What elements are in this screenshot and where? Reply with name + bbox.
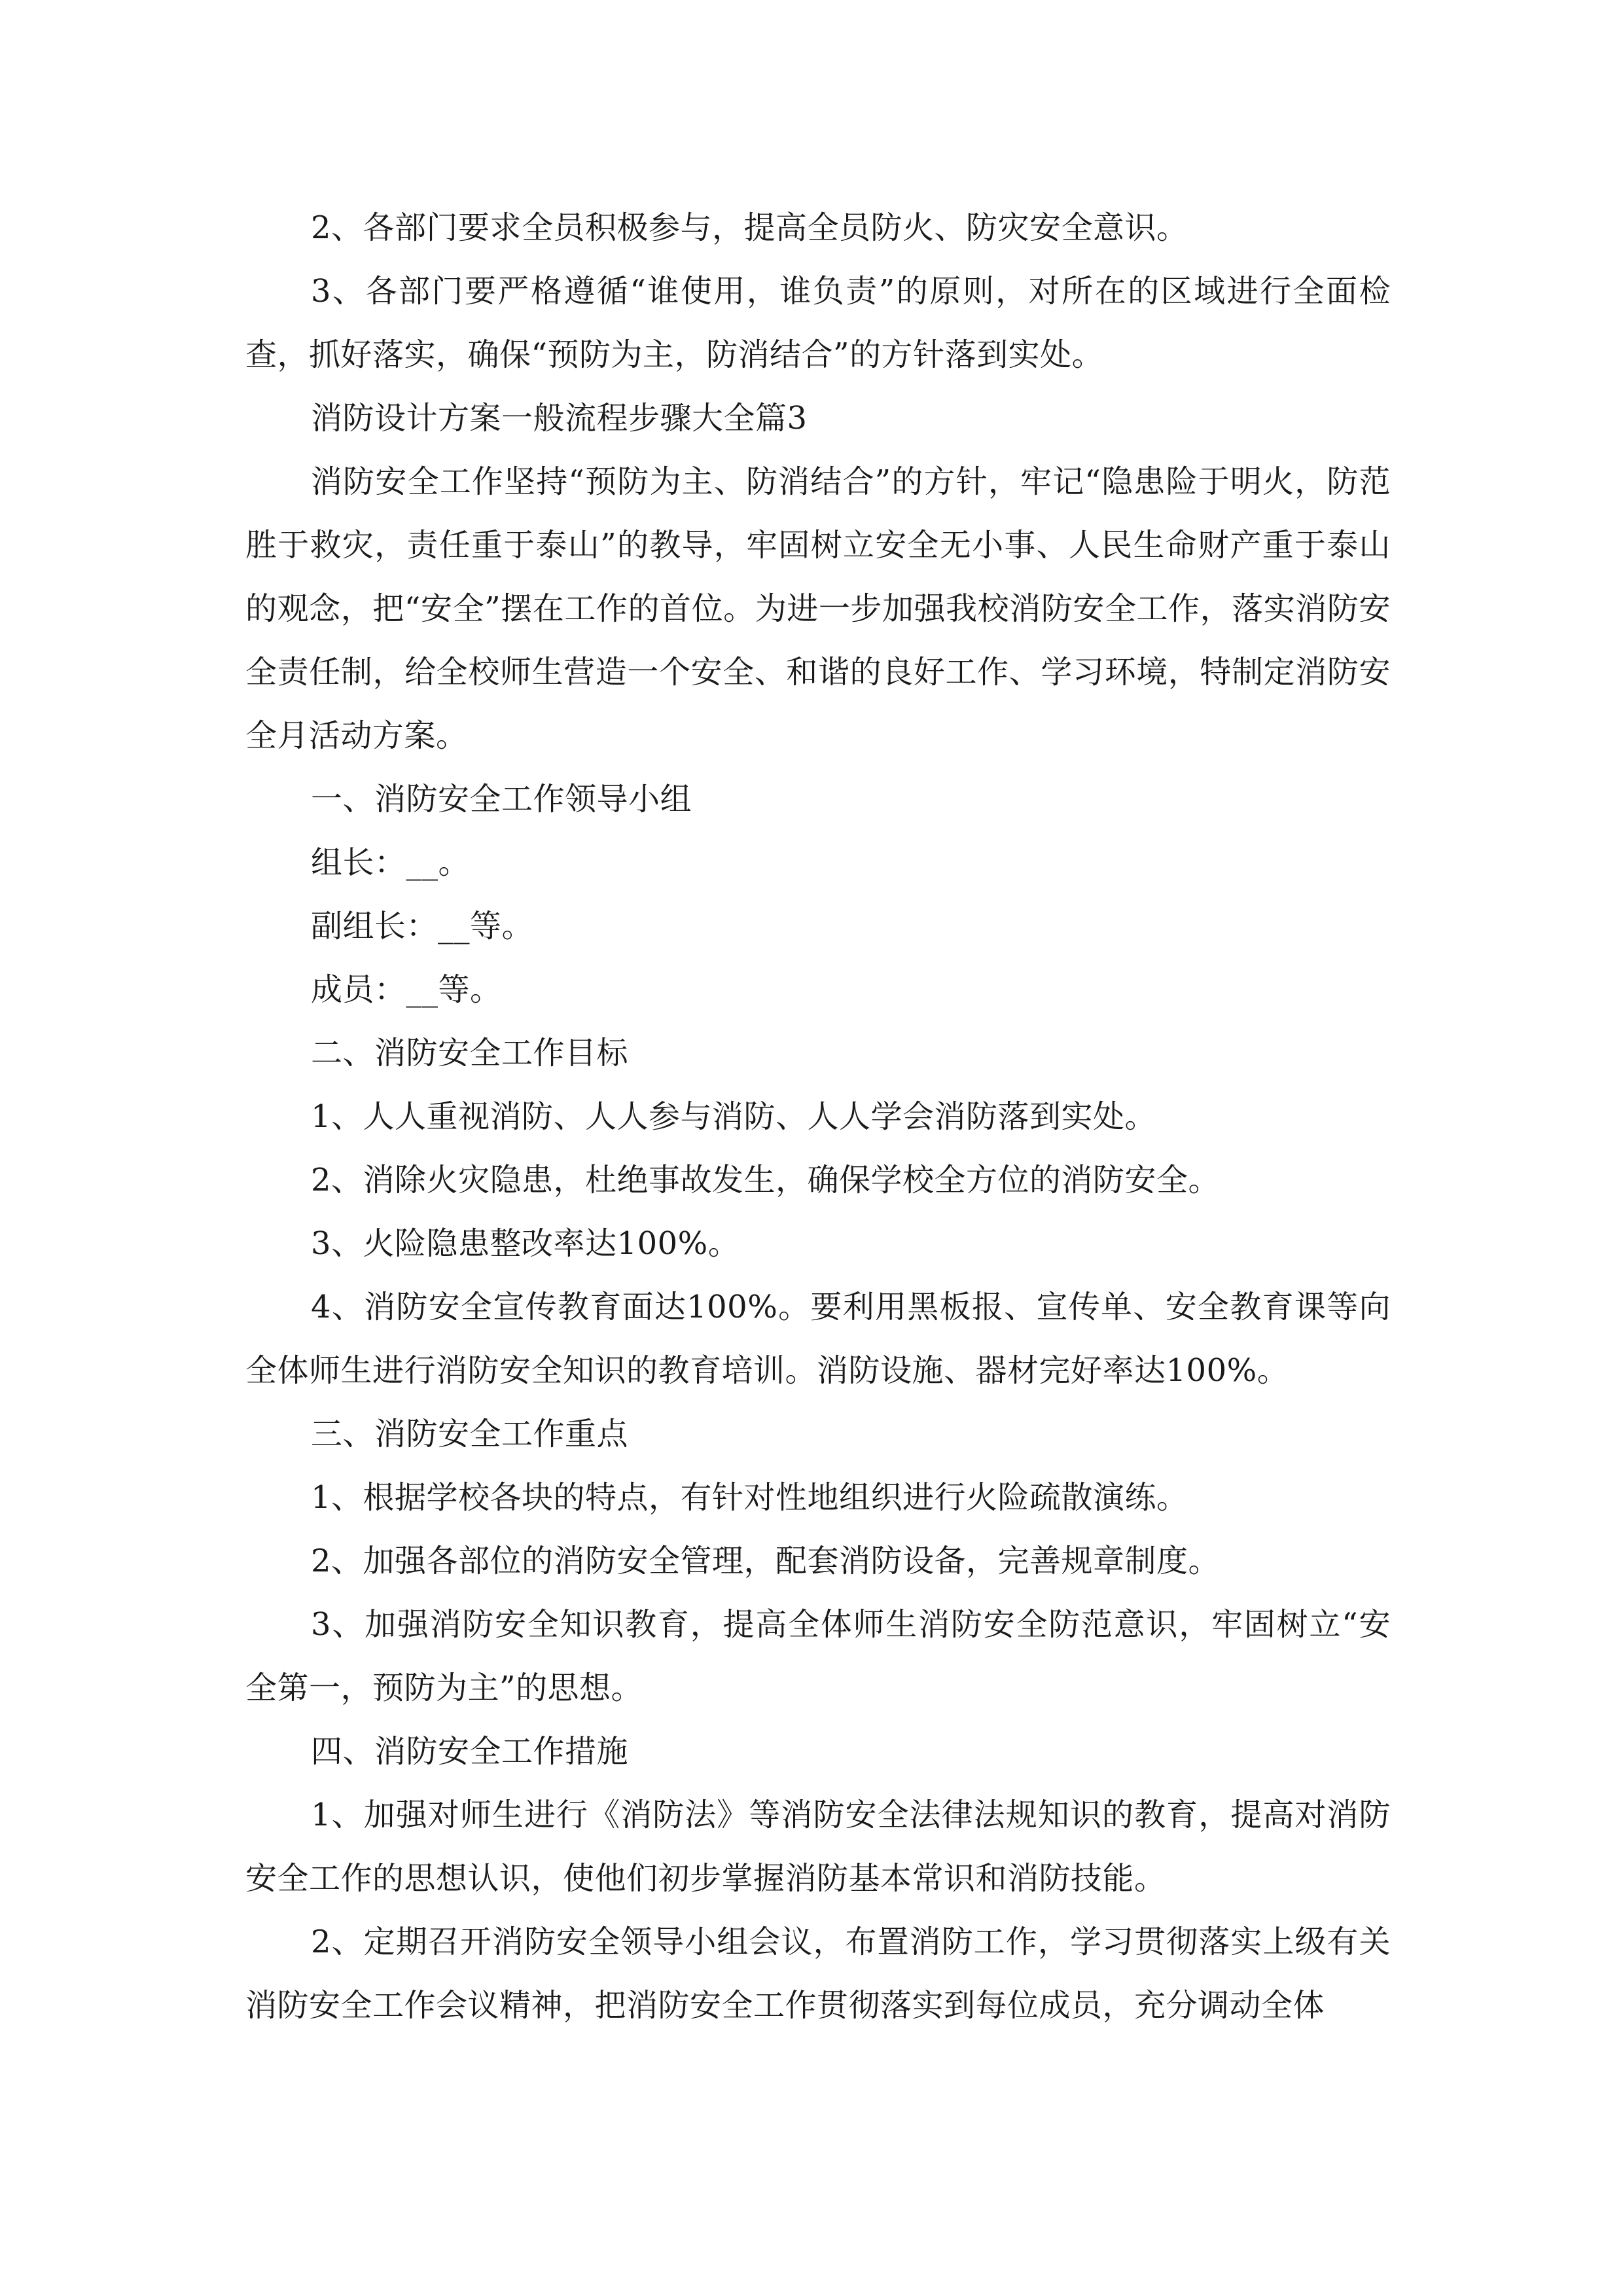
list-item: 成员：__等。	[311, 971, 502, 1008]
list-item: 组长：__。	[311, 844, 471, 881]
document-body	[245, 196, 1391, 2037]
list-item: 2、消除火灾隐患，杜绝事故发生，确保学校全方位的消防安全。	[311, 1162, 1221, 1198]
paragraph: 3、各部门要严格遵循“谁使用，谁负责”的原则，对所在的区域进行全面检查，抓好落实，确保“预防为主，防消结合”的方针落到实处。	[245, 273, 1391, 373]
list-item: 3、加强消防安全知识教育，提高全体师生消防安全防范意识，牢固树立“安全第一，预防为主”的思想。	[245, 1606, 1391, 1706]
section-heading: 消防设计方案一般流程步骤大全篇3	[311, 400, 808, 437]
list-item: 1、根据学校各块的特点，有针对性地组织进行火险疏散演练。	[311, 1479, 1188, 1516]
paragraph: 2、各部门要求全员积极参与，提高全员防火、防灾安全意识。	[311, 209, 1188, 246]
list-item: 3、火险隐患整改率达100%。	[311, 1225, 740, 1262]
list-item: 1、人人重视消防、人人参与消防、人人学会消防落到实处。	[311, 1098, 1157, 1135]
section-heading: 二、消防安全工作目标	[311, 1035, 629, 1071]
section-heading: 一、消防安全工作领导小组	[311, 781, 692, 817]
list-item: 2、定期召开消防安全领导小组会议，布置消防工作，学习贯彻落实上级有关消防安全工作会议精神，把消防安全工作贯彻落实到每位成员，充分调动全体	[245, 1924, 1391, 2024]
section-heading: 三、消防安全工作重点	[311, 1416, 629, 1452]
list-item: 副组长：__等。	[311, 908, 534, 944]
paragraph: 消防安全工作坚持“预防为主、防消结合”的方针，牢记“隐患险于明火，防范胜于救灾，责任重于泰山”的教导，牢固树立安全无小事、人民生命财产重于泰山的观念，把“安全”摆在工作的首位。为进一步加强我校消防安全工作，落实消防安全责任制，给全校师生营造一个安全、和谐的良好工作、学习环境，特制定消防安全月活动方案。	[245, 463, 1391, 754]
list-item: 2、加强各部位的消防安全管理，配套消防设备，完善规章制度。	[311, 1543, 1221, 1579]
list-item: 1、加强对师生进行《消防法》等消防安全法律法规知识的教育，提高对消防安全工作的思想认识，使他们初步掌握消防基本常识和消防技能。	[245, 1797, 1391, 1897]
section-heading: 四、消防安全工作措施	[311, 1733, 629, 1770]
list-item: 4、消防安全宣传教育面达100%。要利用黑板报、宣传单、安全教育课等向全体师生进行消防安全知识的教育培训。消防设施、器材完好率达100%。	[245, 1289, 1391, 1389]
